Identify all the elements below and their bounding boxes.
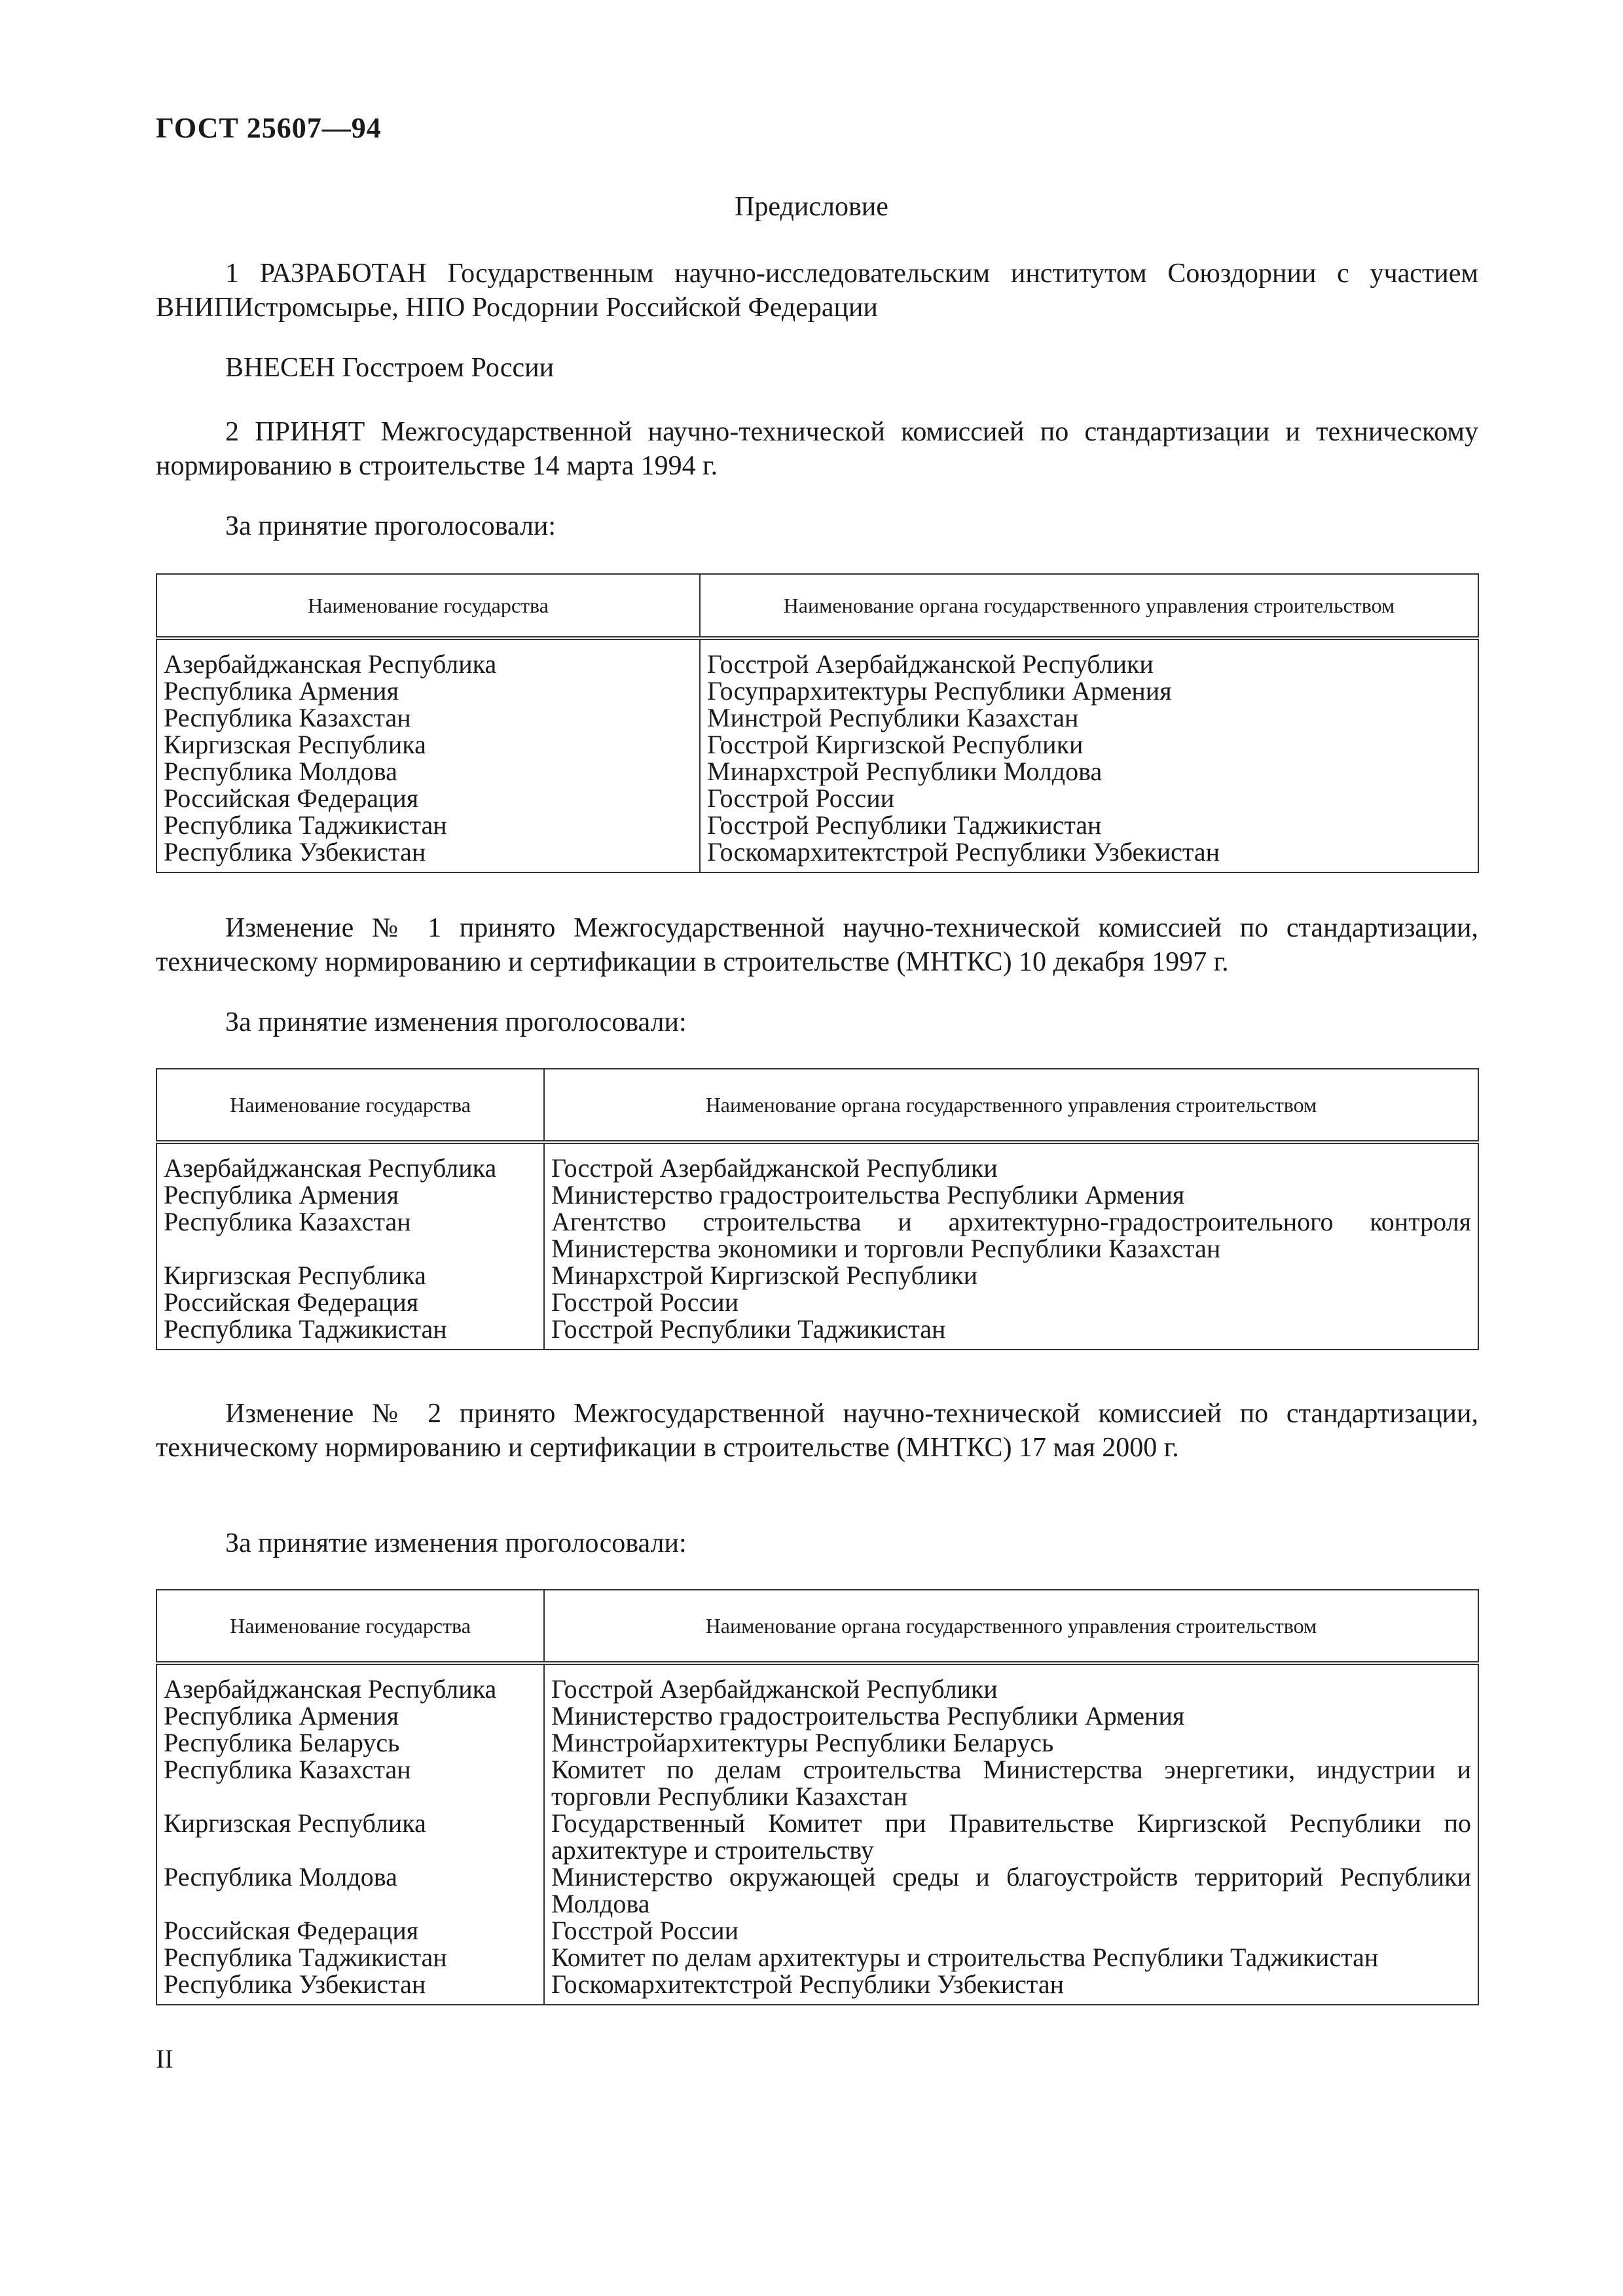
document-code: ГОСТ 25607—94 xyxy=(156,112,382,144)
item-2-paragraph xyxy=(156,415,1478,483)
amendment-1-text: Изменение № 1 принято Межгосударственной научно-технической комиссией по стандартизации, техническому нормированию и сертификации в строительстве (МНТКС) 10 декабря 1997 г. xyxy=(156,913,1478,977)
table-row: Министерство окружающей среды и благоустройств территорий Республики Молдова xyxy=(551,1862,1471,1918)
table-row: Республика Молдова xyxy=(164,757,397,786)
vote-1-label: За принятие проголосовали: xyxy=(225,511,556,541)
vote-2-label: За принятие изменения проголосовали: xyxy=(225,1007,687,1037)
table-row: Республика Армения xyxy=(164,1180,399,1210)
table-row: Российская Федерация xyxy=(164,1916,419,1945)
table-row: Госкомархитектстрой Республики Узбекистан xyxy=(551,1969,1065,1999)
table-row: Комитет по делам строительства Министерства энергетики, индустрии и торговли Республики Казахстан xyxy=(551,1755,1471,1811)
table-row: Республика Казахстан xyxy=(164,1207,411,1236)
table-row: Госстрой Азербайджанской Республики xyxy=(707,649,1154,679)
table-row: Российская Федерация xyxy=(164,783,419,813)
table-row: Республика Беларусь xyxy=(164,1728,400,1757)
table-row: Министерство градостроительства Республики Армения xyxy=(551,1180,1185,1210)
amendment-2-paragraph xyxy=(156,1397,1478,1465)
table-row: Российская Федерация xyxy=(164,1287,419,1317)
table-1-body xyxy=(156,638,1478,872)
table-row: Азербайджанская Республика xyxy=(164,1674,497,1704)
page-number: II xyxy=(156,2044,173,2073)
table-row: Госстрой Азербайджанской Республики xyxy=(551,1674,998,1704)
table-2-authorities xyxy=(544,1142,1478,1350)
amendment-1-paragraph xyxy=(156,911,1478,979)
table-row: Киргизская Республика xyxy=(164,1808,426,1838)
table-row: Госстрой России xyxy=(551,1916,739,1945)
table-3-authorities xyxy=(544,1663,1478,2005)
table-row: Министерство градостроительства Республики Армения xyxy=(551,1701,1185,1731)
table-row: Республика Молдова xyxy=(164,1862,397,1892)
preface-heading: Предисловие xyxy=(735,192,888,222)
table-row: Госупрархитектуры Республики Армения xyxy=(707,676,1172,706)
table-row: Азербайджанская Республика xyxy=(164,649,497,679)
table-1-authorities xyxy=(700,638,1478,872)
table-row: Госстрой России xyxy=(707,783,895,813)
table-row: Республика Узбекистан xyxy=(164,837,426,867)
table-row: Государственный Комитет при Правительстве Киргизской Республики по архитектуре и строительству xyxy=(551,1808,1471,1865)
table-1-header-state: Наименование государства xyxy=(156,574,700,638)
table-row: Госстрой Республики Таджикистан xyxy=(707,810,1102,840)
table-row: Республика Таджикистан xyxy=(164,1314,447,1344)
item-2-text: 2 ПРИНЯТ Межгосударственной научно-технической комиссией по стандартизации и техническому нормированию в строительстве 14 марта 1994 г. xyxy=(156,417,1478,481)
table-row: Минархстрой Республики Молдова xyxy=(707,757,1103,786)
table-2-states xyxy=(156,1142,544,1350)
votes-table-3 xyxy=(156,1589,1479,2005)
vote-3-label: За принятие изменения проголосовали: xyxy=(225,1528,687,1558)
table-row: Республика Таджикистан xyxy=(164,1943,447,1972)
table-3-header-state: Наименование государства xyxy=(156,1590,544,1663)
table-row: Киргизская Республика xyxy=(164,1261,426,1290)
table-row: Комитет по делам архитектуры и строительства Республики Таджикистан xyxy=(551,1943,1379,1972)
table-2-header-authority: Наименование органа государственного управления строительством xyxy=(544,1069,1478,1142)
table-row: Агентство строительства и архитектурно-градостроительного контроля Министерства экономики и торговли Республики Казахстан xyxy=(551,1207,1471,1263)
table-row: Минстройархитектуры Республики Беларусь xyxy=(551,1728,1054,1757)
table-row: Азербайджанская Республика xyxy=(164,1153,497,1183)
table-row: Республика Таджикистан xyxy=(164,810,447,840)
item-1-text: 1 РАЗРАБОТАН Государственным научно-исследовательским институтом Союздорнии с участием ВНИПИстромсырье, НПО Росдорнии Российской Федерации xyxy=(156,259,1478,323)
table-1-states xyxy=(156,638,700,872)
table-row: Республика Казахстан xyxy=(164,1755,411,1784)
table-1-header-authority: Наименование органа государственного управления строительством xyxy=(700,574,1478,638)
table-2-header-state: Наименование государства xyxy=(156,1069,544,1142)
table-row: Госстрой Киргизской Республики xyxy=(707,730,1084,759)
table-2-body xyxy=(156,1142,1478,1350)
table-row: Республика Казахстан xyxy=(164,703,411,732)
table-row: Республика Армения xyxy=(164,676,399,706)
table-row: Госстрой Республики Таджикистан xyxy=(551,1314,946,1344)
votes-table-1 xyxy=(156,573,1479,873)
table-3-header-authority: Наименование органа государственного управления строительством xyxy=(544,1590,1478,1663)
table-row: Минархстрой Киргизской Республики xyxy=(551,1261,978,1290)
votes-table-2 xyxy=(156,1068,1479,1350)
table-row: Республика Армения xyxy=(164,1701,399,1731)
item-1-paragraph xyxy=(156,257,1478,325)
amendment-2-text: Изменение № 2 принято Межгосударственной научно-технической комиссией по стандартизации, техническому нормированию и сертификации в строительстве (МНТКС) 17 мая 2000 г. xyxy=(156,1399,1478,1463)
table-row: Госкомархитектстрой Республики Узбекистан xyxy=(707,837,1220,867)
table-row: Минстрой Республики Казахстан xyxy=(707,703,1079,732)
table-3-states xyxy=(156,1663,544,2005)
table-row: Госстрой России xyxy=(551,1287,739,1317)
table-row: Республика Узбекистан xyxy=(164,1969,426,1999)
table-3-body xyxy=(156,1663,1478,2005)
table-row: Госстрой Азербайджанской Республики xyxy=(551,1153,998,1183)
table-row: Киргизская Республика xyxy=(164,730,426,759)
introduced-line: ВНЕСЕН Госстроем России xyxy=(225,353,555,383)
